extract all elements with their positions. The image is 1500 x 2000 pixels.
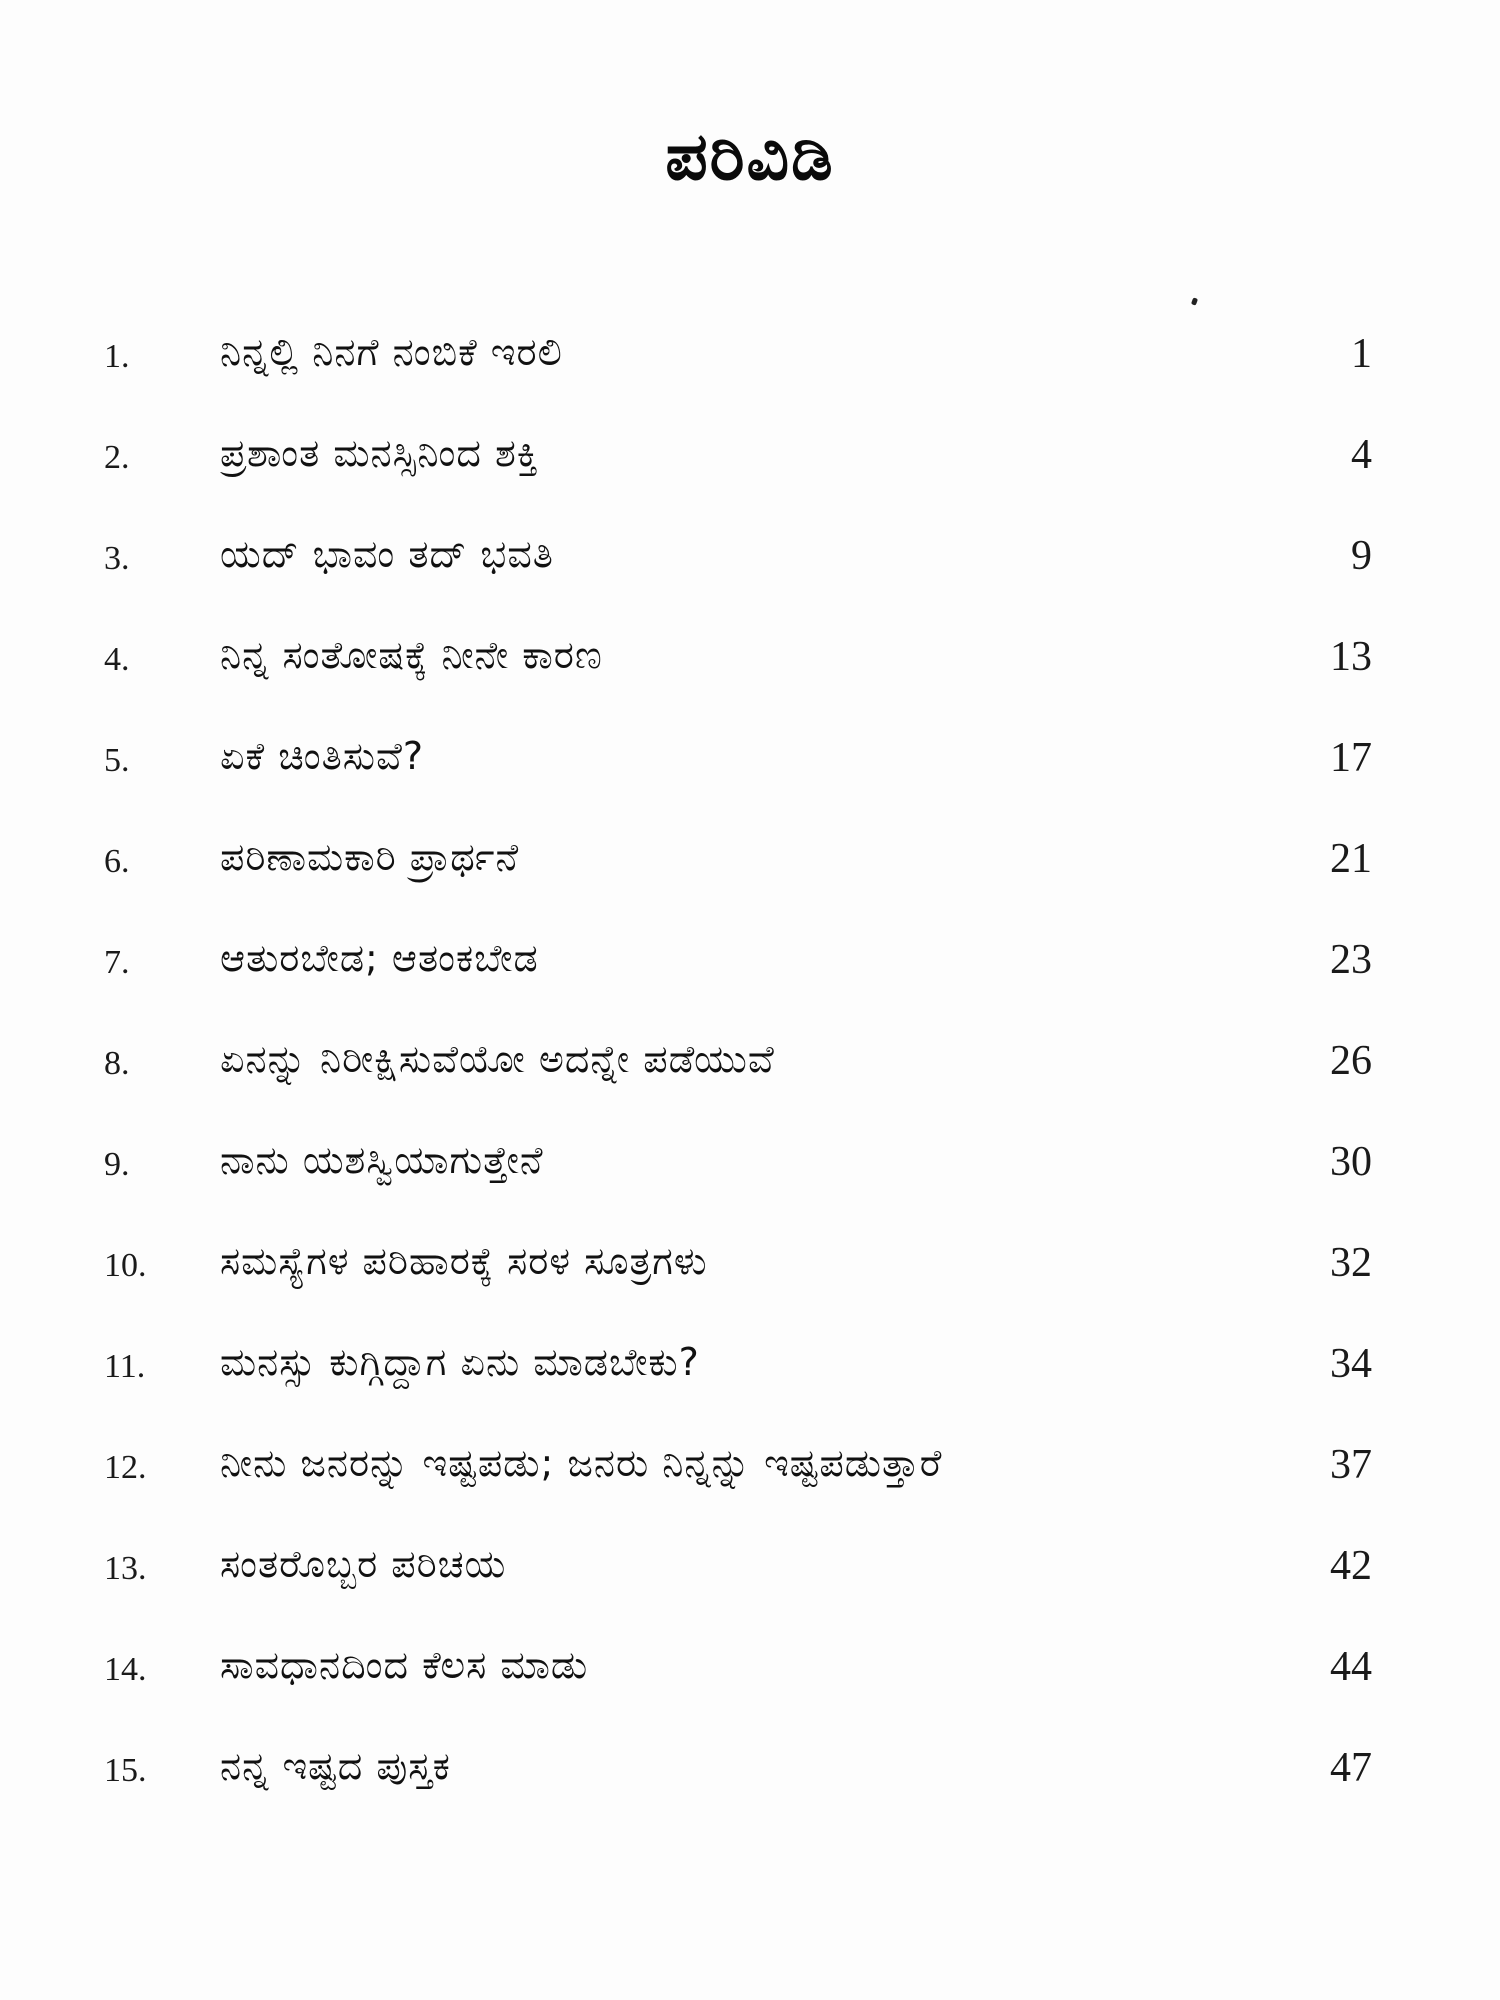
toc-entry-number: 9.: [104, 1146, 130, 1183]
toc-entry-title: ನಿನ್ನಲ್ಲಿ ನಿನಗೆ ನಂಬಿಕೆ ಇರಲಿ: [220, 330, 563, 374]
toc-entry-title: ನನ್ನ ಇಷ್ಟದ ಪುಸ್ತಕ: [220, 1744, 451, 1788]
toc-entry-title: ಆತುರಬೇಡ; ಆತಂಕಬೇಡ: [220, 936, 539, 980]
toc-entry-number: 15.: [104, 1752, 147, 1789]
toc-entry: [0, 520, 1500, 621]
toc-entry: [0, 419, 1500, 520]
toc-entry-number: 10.: [104, 1247, 147, 1284]
table-of-contents: [0, 318, 1500, 1833]
toc-entry: [0, 1732, 1500, 1833]
toc-entry-title: ಯದ್ ಭಾವಂ ತದ್ ಭವತಿ: [220, 532, 554, 576]
toc-entry-number: 12.: [104, 1449, 147, 1486]
toc-entry-title: ಏಕೆ ಚಿಂತಿಸುವೆ?: [220, 734, 425, 778]
toc-entry-title: ಪರಿಣಾಮಕಾರಿ ಪ್ರಾರ್ಥನೆ: [220, 835, 520, 879]
page-title: ಪರಿವಿಡಿ: [665, 118, 835, 195]
toc-entry-number: 14.: [104, 1651, 147, 1688]
toc-entry: [0, 1530, 1500, 1631]
toc-entry-page-number: 17: [1330, 735, 1372, 781]
toc-entry-page-number: 4: [1351, 432, 1372, 478]
toc-entry-page-number: 32: [1330, 1240, 1372, 1286]
toc-entry-title: ನೀನು ಜನರನ್ನು ಇಷ್ಟಪಡು; ಜನರು ನಿನ್ನನ್ನು ಇಷ್ಟಪಡುತ್ತಾರೆ: [220, 1441, 943, 1485]
toc-entry: [0, 318, 1500, 419]
toc-entry: [0, 621, 1500, 722]
toc-entry: [0, 823, 1500, 924]
toc-entry: [0, 1429, 1500, 1530]
toc-entry-page-number: 42: [1330, 1543, 1372, 1589]
toc-entry-page-number: 44: [1330, 1644, 1372, 1690]
toc-entry: [0, 1025, 1500, 1126]
toc-entry-title: ಏನನ್ನು ನಿರೀಕ್ಷಿಸುವೆಯೋ ಅದನ್ನೇ ಪಡೆಯುವೆ: [220, 1037, 775, 1081]
toc-entry-page-number: 21: [1330, 836, 1372, 882]
toc-entry: [0, 1227, 1500, 1328]
toc-entry: [0, 924, 1500, 1025]
toc-entry-number: 5.: [104, 742, 130, 779]
toc-entry-number: 1.: [104, 338, 130, 375]
toc-entry-number: 7.: [104, 944, 130, 981]
toc-entry-page-number: 30: [1330, 1139, 1372, 1185]
toc-entry-title: ಪ್ರಶಾಂತ ಮನಸ್ಸಿನಿಂದ ಶಕ್ತಿ: [220, 431, 539, 475]
toc-entry-number: 8.: [104, 1045, 130, 1082]
toc-entry-title: ನಾನು ಯಶಸ್ವಿಯಾಗುತ್ತೇನೆ: [220, 1138, 544, 1182]
toc-entry-title: ಮನಸ್ಸು ಕುಗ್ಗಿದ್ದಾಗ ಏನು ಮಾಡಬೇಕು?: [220, 1340, 700, 1384]
toc-entry-number: 6.: [104, 843, 130, 880]
toc-entry-page-number: 47: [1330, 1745, 1372, 1791]
toc-entry-title: ಸಂತರೊಬ್ಬರ ಪರಿಚಯ: [220, 1542, 507, 1586]
toc-entry: [0, 722, 1500, 823]
toc-entry: [0, 1328, 1500, 1429]
toc-entry-page-number: 37: [1330, 1442, 1372, 1488]
toc-entry-page-number: 13: [1330, 634, 1372, 680]
toc-entry-title: ಸಾವಧಾನದಿಂದ ಕೆಲಸ ಮಾಡು: [220, 1643, 589, 1687]
toc-entry-number: 4.: [104, 641, 130, 678]
toc-entry-page-number: 1: [1351, 331, 1372, 377]
toc-entry: [0, 1126, 1500, 1227]
toc-entry-title: ನಿನ್ನ ಸಂತೋಷಕ್ಕೆ ನೀನೇ ಕಾರಣ: [220, 633, 603, 677]
toc-entry: [0, 1631, 1500, 1732]
toc-entry-page-number: 23: [1330, 937, 1372, 983]
toc-entry-number: 13.: [104, 1550, 147, 1587]
toc-entry-number: 3.: [104, 540, 130, 577]
toc-entry-number: 2.: [104, 439, 130, 476]
toc-entry-title: ಸಮಸ್ಯೆಗಳ ಪರಿಹಾರಕ್ಕೆ ಸರಳ ಸೂತ್ರಗಳು: [220, 1239, 708, 1283]
toc-entry-page-number: 26: [1330, 1038, 1372, 1084]
toc-entry-number: 11.: [104, 1348, 146, 1385]
toc-entry-page-number: 9: [1351, 533, 1372, 579]
toc-entry-page-number: 34: [1330, 1341, 1372, 1387]
stray-mark: [1191, 297, 1198, 305]
